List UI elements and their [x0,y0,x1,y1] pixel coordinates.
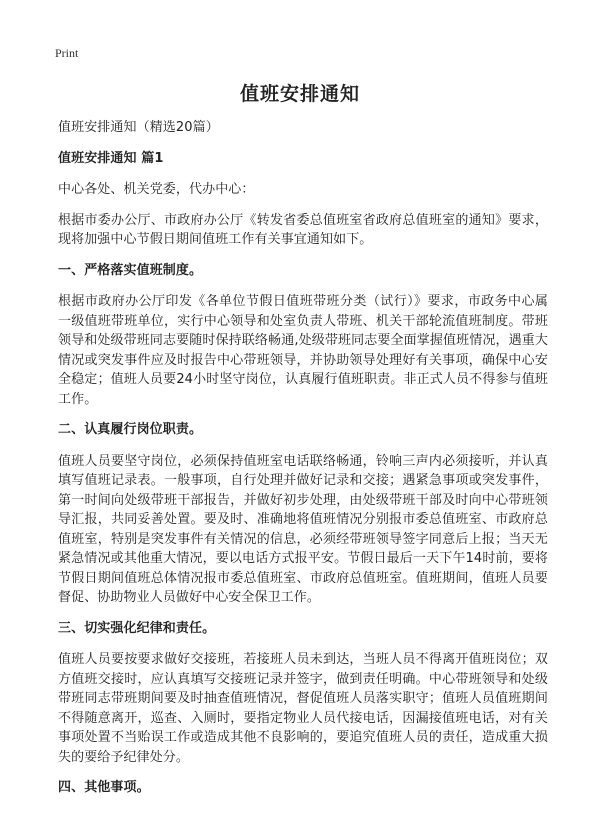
section-body-3: 值班人员要按要求做好交接班，若接班人员未到达，当班人员不得离开值班岗位；双方值班交接时，应认真填写交接班记录并签字，做到责任明确。中心带班领导和处级带班同志带班期间要及时抽查值班情况，督促值班人员落实职守；值班人员值班期间不得随意离开，巡查、入厕时，要指定物业人员代接电话，因漏接值班电话，对有关事项处置不当贻误工作或造成其他不良影响的，要追究值班人员的责任，造成重大损失的要给予纪律处分。 [58,652,548,765]
document-subtitle: 值班安排通知（精选20篇） [58,120,219,135]
section-body-2: 值班人员要坚守岗位，必须保持值班室电话联络畅通，铃响三声内必须接听，并认真填写值班记录表。一般事项，自行处理并做好记录和交接；遇紧急事项或突发事件，第一时间向处级带班干部报告，并做好初步处理，由处级带班干部及时向中心带班领导汇报，共同妥善处置。要及时、准确地将值班情况分别报市委总值班室、市政府总值班室，特别是突发事件有关情况的信息，必须经带班领导签字同意后上报；当天无紧急情况或其他重大情况，要以电话方式报平安。节假日最后一天下午14时前，要将节假日期间值班总体情况报市委总值班室、市政府总值班室。值班期间，值班人员要督促、协助物业人员做好中心安全保卫工作。 [58,453,548,605]
section-heading-3: 三、切实强化纪律和责任。 [58,620,216,636]
section-heading-2: 二、认真履行岗位职责。 [58,422,203,437]
section-heading-4: 四、其他事项。 [58,780,150,795]
section-body-1: 根据市政府办公厅印发《各单位节假日值班带班分类（试行）》要求，市政务中心属一级值班带班单位，实行中心领导和处室负责人带班、机关干部轮流值班制度。带班领导和处级带班同志要随时保持联络畅通,处级带班同志要全面掌握值班情况，遇重大情况或突发事件应及时报告中心带班领导，并协助领导处理好有关事项，确保中心安全稳定；值班人员要24小时坚守岗位，认真履行值班职责。非正式人员不得参与值班工作。 [58,294,548,407]
document-title: 值班安排通知 [239,83,360,105]
document-body [58,118,548,810]
section-heading-1: 一、严格落实值班制度。 [58,262,203,278]
intro-paragraph: 根据市委办公厅、市政府办公厅《转发省委总值班室省政府总值班室的通知》要求，现将加强中心节假日期间值班工作有关事宜通知如下。 [58,212,548,247]
article-heading: 值班安排通知 篇1 [58,150,164,166]
salutation: 中心各处、机关党委，代办中心： [58,182,255,197]
print-link[interactable]: Print [55,46,79,60]
